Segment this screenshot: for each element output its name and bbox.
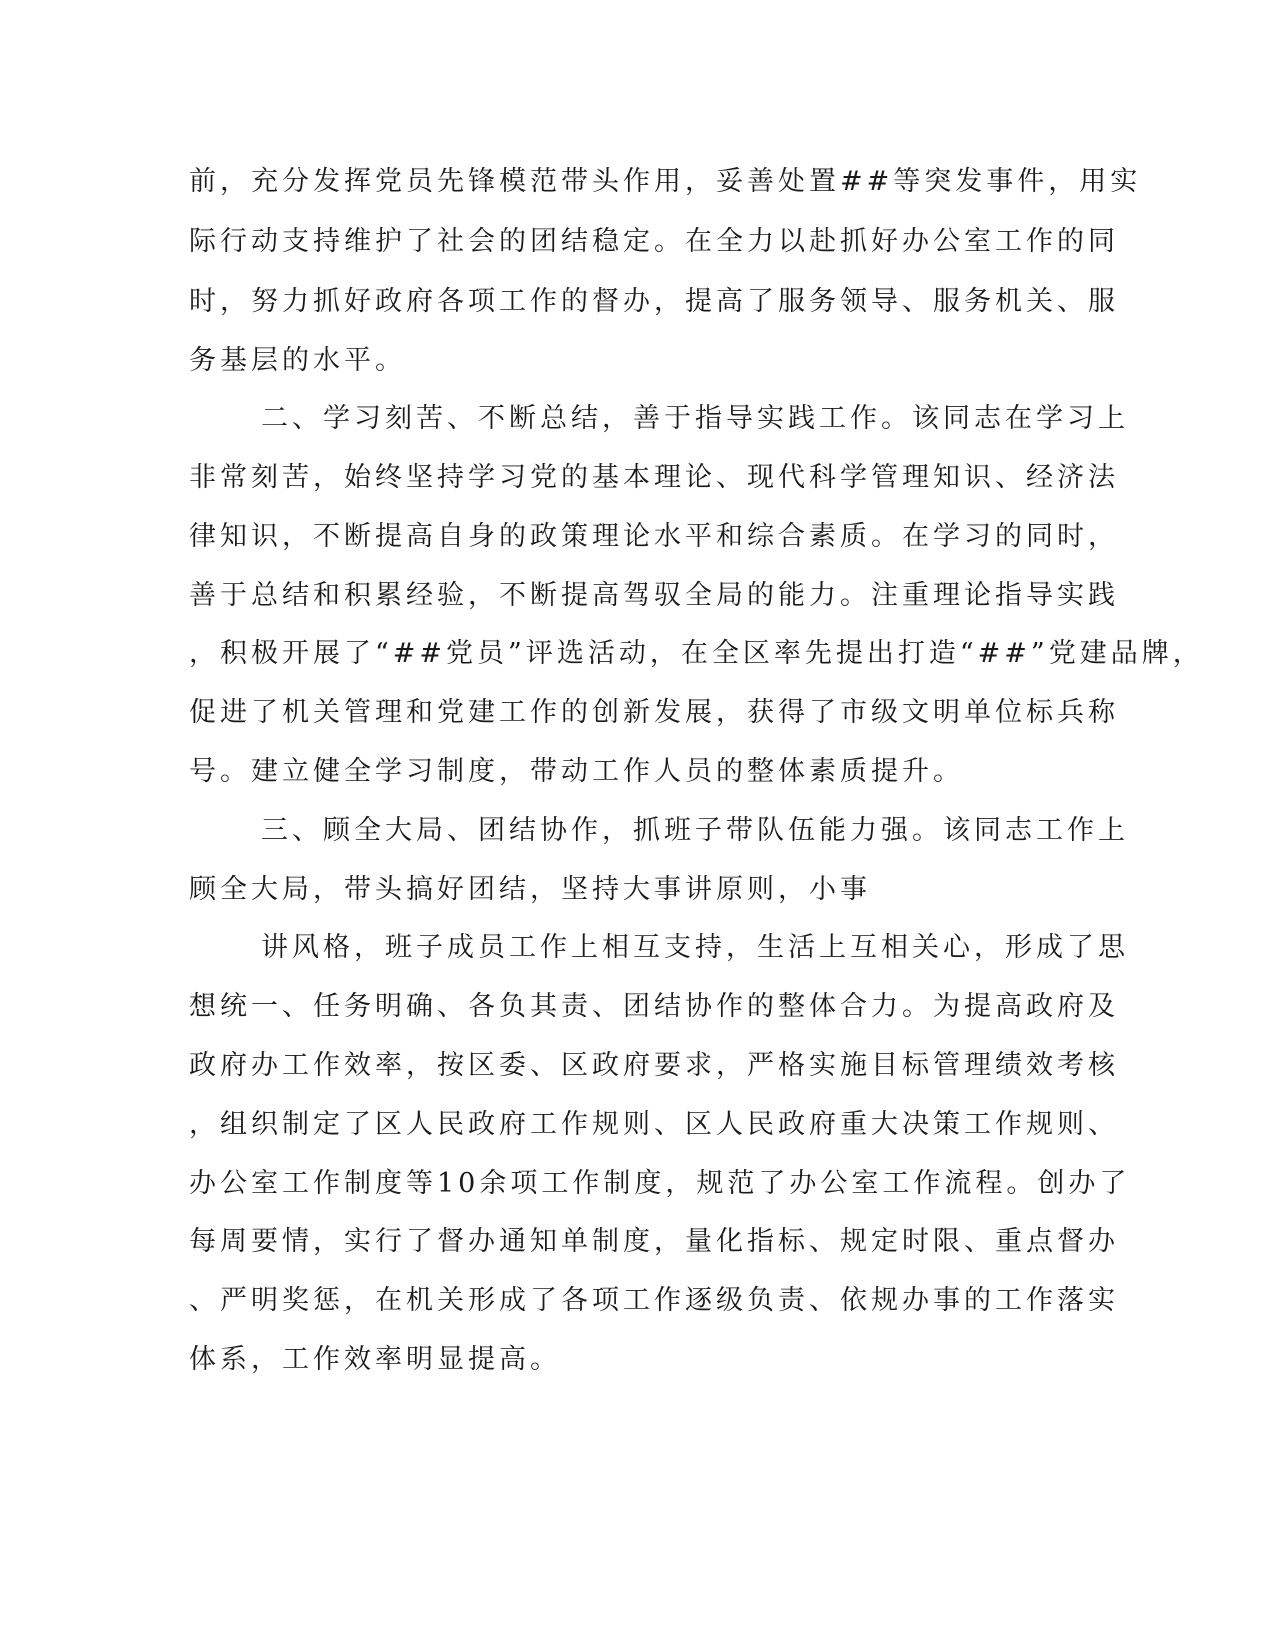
text-line: 前，充分发挥党员先锋模范带头作用，妥善处置##等突发事件，用实 [189,166,1142,197]
text-line: ，积极开展了“##党员”评选活动，在全区率先提出打造“##”党建品牌， [189,638,1204,669]
text-line: 政府办工作效率，按区委、区政府要求，严格实施目标管理绩效考核 [189,1050,1119,1081]
text-line: 非常刻苦，始终坚持学习党的基本理论、现代科学管理知识、经济法 [189,462,1119,493]
text-line: 际行动支持维护了社会的团结稳定。在全力以赴抓好办公室工作的同 [189,226,1119,257]
text-line: ，组织制定了区人民政府工作规则、区人民政府重大决策工作规则、 [189,1109,1119,1140]
text-line: 顾全大局，带头搞好团结，坚持大事讲原则，小事 [189,874,871,905]
text-line: 办公室工作制度等10余项工作制度，规范了办公室工作流程。创办了 [189,1168,1131,1199]
text-line: 想统一、任务明确、各负其责、团结协作的整体合力。为提高政府及 [189,991,1119,1022]
text-line: 讲风格，班子成员工作上相互支持，生活上互相关心，形成了思 [261,932,1129,963]
text-line: 每周要情，实行了督办通知单制度，量化指标、规定时限、重点督办 [189,1226,1119,1257]
text-line: 务基层的水平。 [189,345,406,376]
text-line: 、严明奖惩，在机关形成了各项工作逐级负责、依规办事的工作落实 [189,1285,1119,1316]
text-line: 时，努力抓好政府各项工作的督办，提高了服务领导、服务机关、服 [189,286,1119,317]
text-line: 善于总结和积累经验，不断提高驾驭全局的能力。注重理论指导实践 [189,580,1119,611]
paragraph-heading-line: 二、学习刻苦、不断总结，善于指导实践工作。该同志在学习上 [261,403,1129,434]
text-line: 促进了机关管理和党建工作的创新发展，获得了市级文明单位标兵称 [189,697,1119,728]
paragraph-heading-line: 三、顾全大局、团结协作，抓班子带队伍能力强。该同志工作上 [261,815,1129,846]
text-line: 体系，工作效率明显提高。 [189,1344,561,1375]
text-line: 号。建立健全学习制度，带动工作人员的整体素质提升。 [189,756,964,787]
text-line: 律知识，不断提高自身的政策理论水平和综合素质。在学习的同时， [189,521,1119,552]
